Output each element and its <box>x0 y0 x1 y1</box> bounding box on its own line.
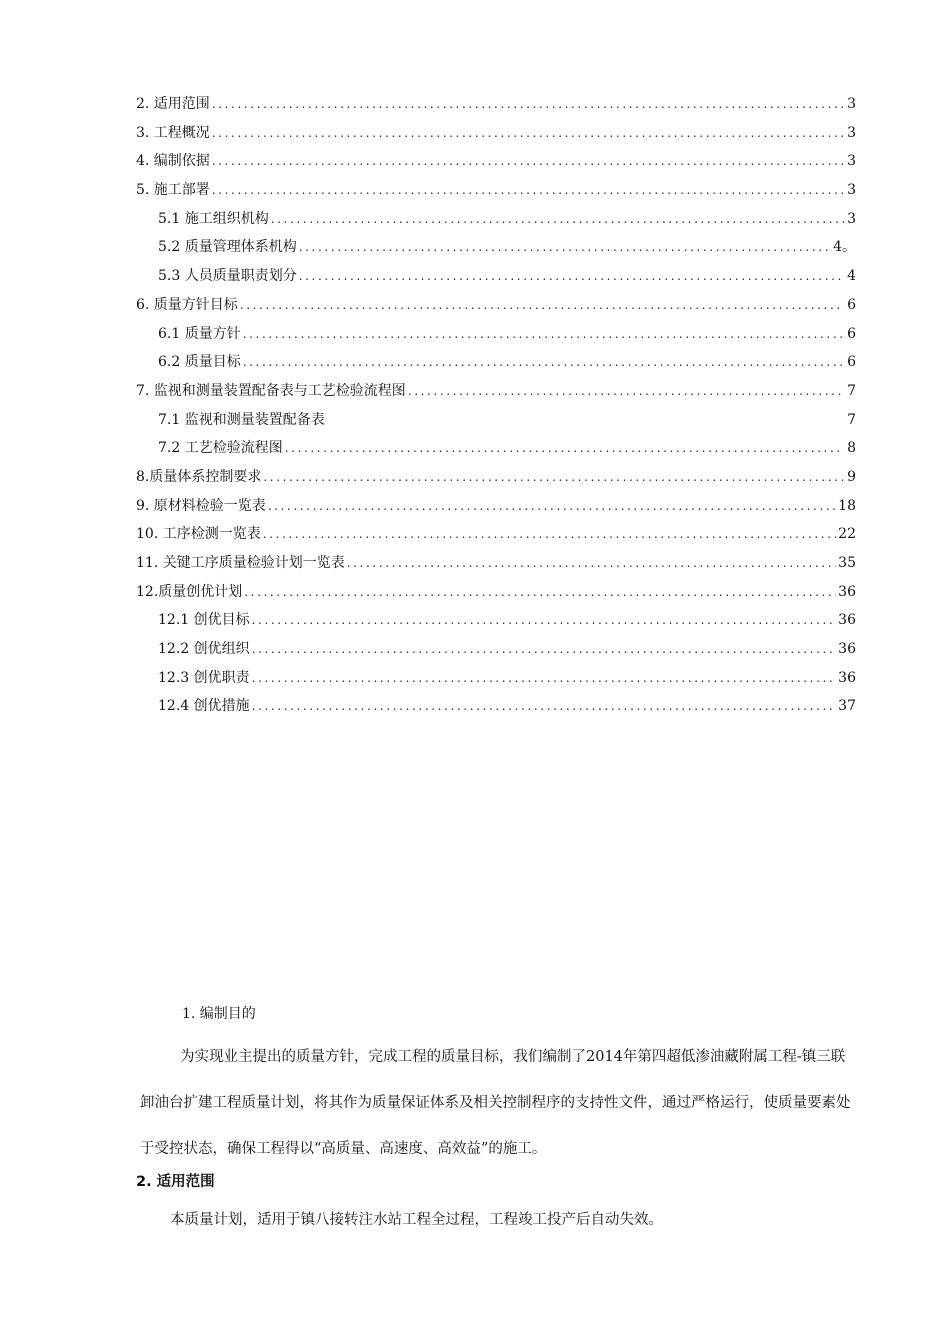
toc-entry[interactable] <box>136 291 856 320</box>
section-1-body: 为实现业主提出的质量方针，完成工程的质量目标，我们编制了2014年第四超低渗油藏附属工程-镇三联卸油台扩建工程质量计划，将其作为质量保证体系及相关控制程序的支持性文件，通过严格运行，使质量要素处于受控状态，确保工程得以“高质量、高速度、高效益”的施工。 <box>140 1049 851 1157</box>
toc-entry[interactable] <box>136 176 856 205</box>
toc-entry-label: 6. 质量方针目标 <box>136 296 238 313</box>
toc-entry-label: 6.1 质量方针 <box>158 325 241 342</box>
toc-entry-label: 5.3 人员质量职责划分 <box>158 268 297 285</box>
toc-entry-page-number: 8 <box>847 440 856 457</box>
toc-dot-leader <box>243 320 844 349</box>
toc-entry-page-number: 35 <box>838 555 856 571</box>
toc-dot-leader <box>263 520 836 549</box>
toc-entry-label: 4. 编制依据 <box>136 153 210 170</box>
toc-entry-page-number: 36 <box>838 583 856 600</box>
toc-entry-page-number: 7 <box>847 382 856 399</box>
toc-dot-leader <box>212 119 844 148</box>
toc-entry[interactable] <box>136 119 856 148</box>
toc-entry-label: 2. 适用范围 <box>136 96 210 112</box>
toc-dot-leader <box>299 262 844 291</box>
toc-entry-label: 8.质量体系控制要求 <box>136 468 262 485</box>
toc-dot-leader <box>252 664 837 693</box>
toc-dot-leader <box>347 549 836 578</box>
toc-entry-label: 5. 施工部署 <box>136 182 210 199</box>
table-of-contents <box>136 90 856 721</box>
toc-entry-page-number: 36 <box>838 641 856 658</box>
toc-entry[interactable] <box>136 520 856 549</box>
toc-entry[interactable] <box>136 233 856 262</box>
toc-entry-label: 7.1 监视和测量装置配备表 <box>158 411 325 428</box>
toc-entry[interactable] <box>136 377 856 406</box>
toc-entry-label: 12.2 创优组织 <box>158 641 250 658</box>
toc-entry[interactable] <box>136 664 856 693</box>
toc-entry[interactable] <box>136 320 856 349</box>
toc-dot-leader <box>252 606 837 635</box>
toc-entry-page-number: 6 <box>847 354 856 371</box>
toc-entry-page-number: 3 <box>847 210 856 227</box>
toc-entry[interactable] <box>136 262 856 291</box>
toc-entry[interactable] <box>136 147 856 176</box>
toc-entry-page-number: 37 <box>838 698 856 715</box>
toc-dot-leader <box>240 291 844 320</box>
toc-entry[interactable] <box>136 578 856 607</box>
toc-entry-page-number: 9 <box>847 468 856 485</box>
toc-dot-leader <box>244 578 836 607</box>
toc-entry-page-number: 6 <box>847 325 856 342</box>
toc-entry-label: 7.2 工艺检验流程图 <box>158 440 283 457</box>
toc-entry-label: 11. 关键工序质量检验计划一览表 <box>136 555 345 571</box>
toc-entry-page-number: 22 <box>838 526 856 543</box>
toc-dot-leader <box>212 176 844 205</box>
toc-entry[interactable] <box>136 463 856 492</box>
section-1-title: 1. 编制目的 <box>182 1006 256 1022</box>
toc-entry-label: 12.质量创优计划 <box>136 583 243 600</box>
toc-dot-leader <box>212 90 844 119</box>
toc-entry[interactable] <box>136 635 856 664</box>
toc-entry-label: 12.3 创优职责 <box>158 669 250 686</box>
toc-entry[interactable] <box>136 90 856 119</box>
toc-entry-page-number: 4。 <box>833 239 856 256</box>
toc-entry[interactable] <box>136 606 856 635</box>
toc-entry-label: 6.2 质量目标 <box>158 354 241 371</box>
toc-entry-label: 3. 工程概况 <box>136 124 210 141</box>
toc-entry-page-number: 3 <box>847 96 856 112</box>
toc-dot-leader <box>408 377 844 406</box>
toc-entry-page-number: 36 <box>838 612 856 629</box>
section-2-title: 2. 适用范围 <box>136 1174 215 1190</box>
toc-entry[interactable] <box>136 434 856 463</box>
toc-entry-page-number: 36 <box>838 669 856 686</box>
toc-entry[interactable] <box>136 549 856 578</box>
toc-entry-label: 10. 工序检测一览表 <box>136 526 261 543</box>
toc-entry[interactable] <box>136 492 856 521</box>
toc-entry[interactable] <box>136 692 856 721</box>
toc-entry-label: 7. 监视和测量装置配备表与工艺检验流程图 <box>136 382 406 399</box>
toc-dot-leader <box>252 635 837 664</box>
toc-entry-page-number: 3 <box>847 124 856 141</box>
section-2-body: 本质量计划，适用于镇八接转注水站工程全过程，工程竣工投产后自动失效。 <box>170 1212 663 1228</box>
toc-entry-page-number: 4 <box>847 268 856 285</box>
toc-entry-page-number: 3 <box>847 182 856 199</box>
toc-entry[interactable] <box>136 406 856 435</box>
toc-entry-page-number: 7 <box>847 411 856 428</box>
toc-entry-label: 5.1 施工组织机构 <box>158 210 269 227</box>
toc-entry-page-number: 3 <box>847 153 856 170</box>
toc-entry-label: 5.2 质量管理体系机构 <box>158 239 297 256</box>
toc-dot-leader <box>212 147 844 176</box>
toc-entry[interactable] <box>136 348 856 377</box>
toc-dot-leader <box>285 434 844 463</box>
toc-entry-page-number: 18 <box>838 497 856 514</box>
toc-dot-leader <box>263 463 844 492</box>
toc-dot-leader <box>268 492 836 521</box>
toc-entry-label: 9. 原材料检验一览表 <box>136 497 266 514</box>
toc-dot-leader <box>252 692 837 721</box>
toc-entry-label: 12.1 创优目标 <box>158 612 250 629</box>
toc-entry-page-number: 6 <box>847 296 856 313</box>
toc-entry-label: 12.4 创优措施 <box>158 698 250 715</box>
toc-dot-leader <box>271 205 844 234</box>
toc-dot-leader <box>243 348 844 377</box>
toc-entry[interactable] <box>136 205 856 234</box>
toc-dot-leader <box>299 233 831 262</box>
